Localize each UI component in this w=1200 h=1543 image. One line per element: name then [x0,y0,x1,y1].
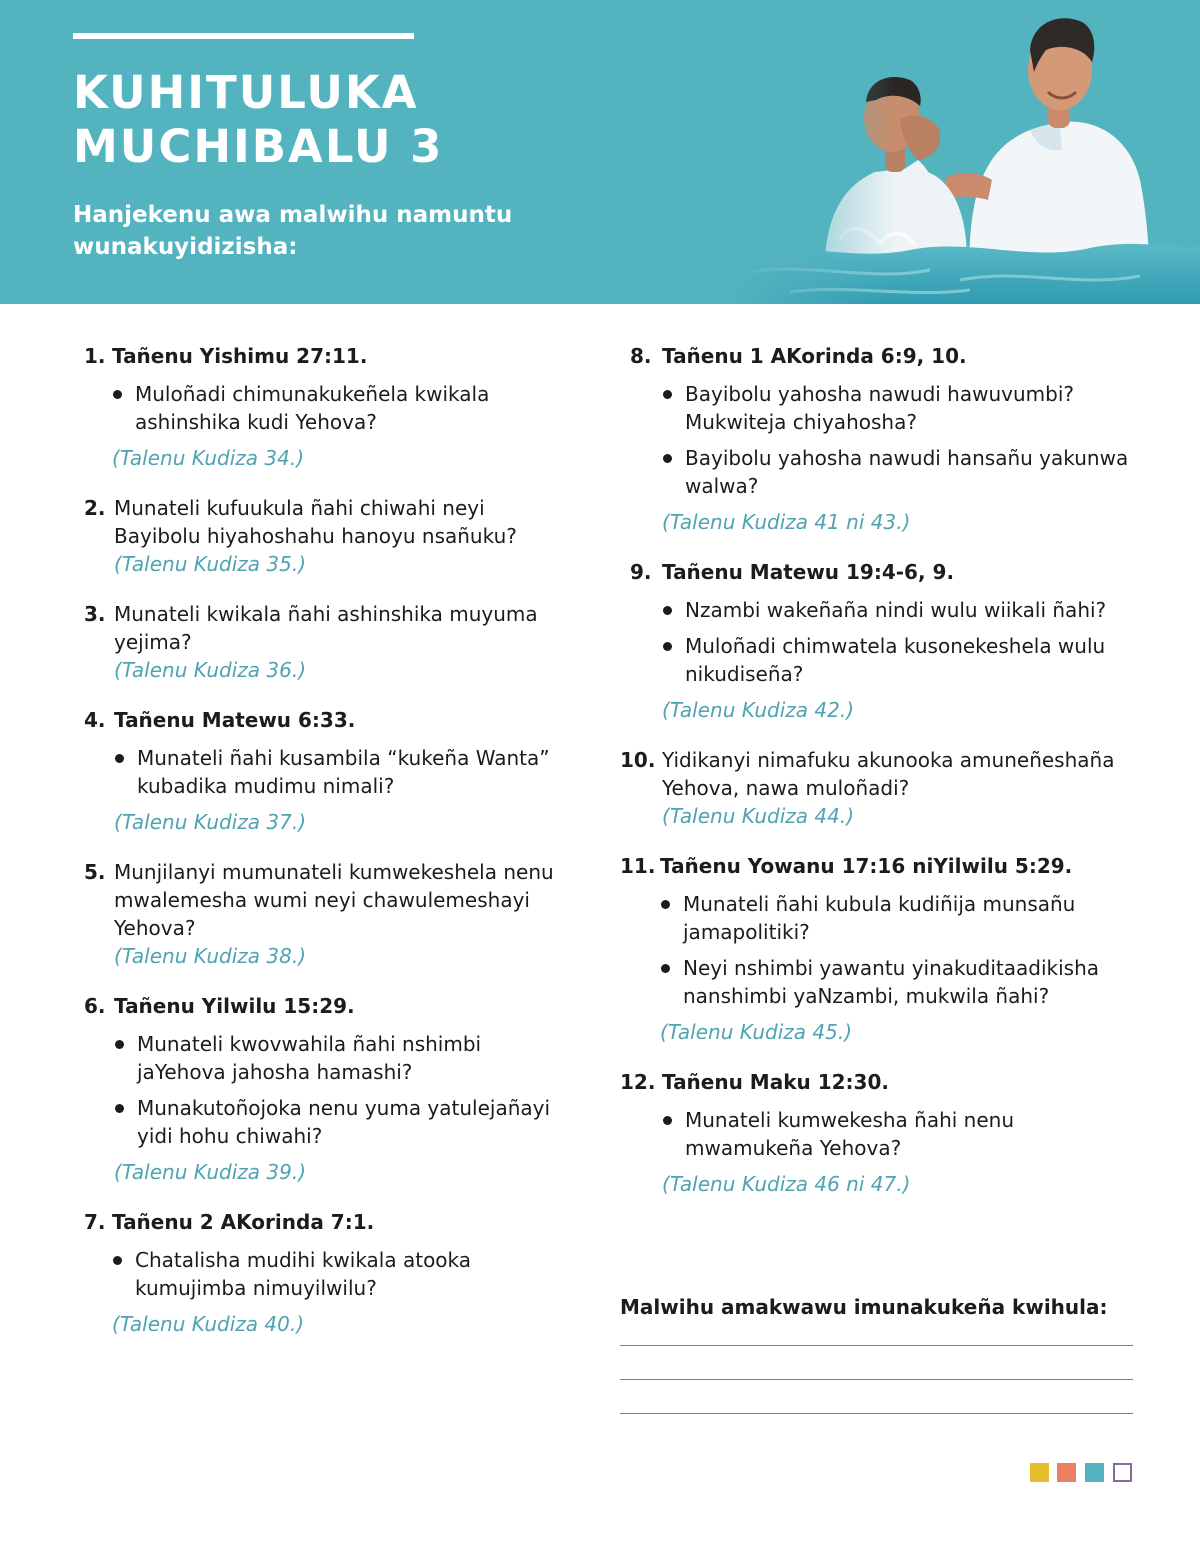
question-number: 4. [84,708,106,732]
study-reference: (Talenu Kudiza 41 ni 43.) [662,510,911,534]
question-text: Munateli kufuukula ñahi chiwahi neyi Bayibolu hiyahoshahu hanoyu nsañuku? [114,496,517,548]
questions-column-right [620,342,1135,1198]
question-heading: Tañenu Yowanu 17:16 niYilwilu 5:29. [660,854,1073,878]
study-reference: (Talenu Kudiza 36.) [114,658,306,682]
note-line[interactable] [620,1413,1133,1414]
study-reference-text: Talenu Kudiza 45. [667,1020,845,1044]
bullet-item: Muloñadi chimunakukeñela kwikala ashinshika kudi Yehova? [112,380,564,436]
bullet-list [662,596,1135,688]
question-number: 5. [84,860,106,884]
note-line[interactable] [620,1345,1133,1346]
bullet-list [662,1106,1135,1162]
bullet-item: Bayibolu yahosha nawudi hansañu yakunwa walwa? [662,444,1135,500]
question-heading: Tañenu Yilwilu 15:29. [114,994,355,1018]
question-number: 9. [630,560,652,584]
purple-outline-square-decoration [1113,1463,1132,1482]
question-heading: Tañenu 1 AKorinda 6:9, 10. [662,344,967,368]
question-11 [620,852,1135,1046]
yellow-square-decoration [1030,1463,1049,1482]
header-banner [0,0,1200,304]
question-1 [84,342,564,472]
question-5 [84,858,564,970]
bullet-list [114,744,564,800]
study-reference: (Talenu Kudiza 38.) [114,944,306,968]
question-4 [84,706,564,836]
bullet-list [114,1030,564,1150]
study-reference: (Talenu Kudiza 40.) [112,1312,304,1336]
study-reference: (Talenu Kudiza 45.) [660,1020,852,1044]
question-text: Munateli kwikala ñahi ashinshika muyuma yejima? [114,602,538,654]
bullet-item: Munateli ñahi kusambila “kukeña Wanta” kubadika mudimu nimali? [114,744,564,800]
question-number: 2. [84,496,106,520]
study-reference-text: Talenu Kudiza 46 ni 47. [669,1172,903,1196]
study-reference-text: Talenu Kudiza 38. [121,944,299,968]
header-rule [73,33,414,39]
study-reference: (Talenu Kudiza 35.) [114,552,306,576]
bullet-list [660,890,1135,1010]
question-3 [84,600,564,684]
study-reference: (Talenu Kudiza 44.) [662,804,854,828]
question-12 [620,1068,1135,1198]
question-number: 6. [84,994,106,1018]
question-8 [620,342,1135,536]
bullet-item: Neyi nshimbi yawantu yinakuditaadikisha nanshimbi yaNzambi, mukwila ñahi? [660,954,1135,1010]
question-number: 10. [620,748,656,772]
question-number: 7. [84,1210,106,1234]
question-heading: Tañenu Matewu 6:33. [114,708,356,732]
study-reference-text: Talenu Kudiza 44. [669,804,847,828]
question-number: 8. [630,344,652,368]
page-title-line-2: MUCHIBALU 3 [73,120,444,173]
question-2 [84,494,564,578]
question-number: 3. [84,602,106,626]
study-reference: (Talenu Kudiza 42.) [662,698,854,722]
bullet-item: Chatalisha mudihi kwikala atooka kumujimba nimuyilwilu? [112,1246,564,1302]
study-reference-text: Talenu Kudiza 39. [121,1160,299,1184]
study-reference: (Talenu Kudiza 46 ni 47.) [662,1172,911,1196]
teal-square-decoration [1085,1463,1104,1482]
bullet-item: Munateli kumwekesha ñahi nenu mwamukeña Yehova? [662,1106,1135,1162]
study-reference-text: Talenu Kudiza 40. [119,1312,297,1336]
study-reference-text: Talenu Kudiza 41 ni 43. [669,510,903,534]
question-heading: Tañenu Yishimu 27:11. [112,344,368,368]
study-reference-text: Talenu Kudiza 34. [119,446,297,470]
bullet-item: Bayibolu yahosha nawudi hawuvumbi? Mukwiteja chiyahosha? [662,380,1135,436]
study-reference: (Talenu Kudiza 39.) [114,1160,306,1184]
question-number: 12. [620,1070,656,1094]
bullet-list [112,380,564,436]
question-heading: Tañenu Maku 12:30. [662,1070,889,1094]
note-line[interactable] [620,1379,1133,1380]
bullet-item: Munateli kwovwahila ñahi nshimbi jaYehova jahosha hamashi? [114,1030,564,1086]
question-heading: Tañenu Matewu 19:4-6, 9. [662,560,955,584]
notes-label: Malwihu amakwawu imunakukeña kwihula: [620,1295,1108,1319]
question-7 [84,1208,564,1338]
question-heading: Tañenu 2 AKorinda 7:1. [112,1210,375,1234]
study-reference-text: Talenu Kudiza 42. [669,698,847,722]
question-9 [620,558,1135,724]
bullet-item: Muloñadi chimwatela kusonekeshela wulu nikudiseña? [662,632,1135,688]
page-subtitle: Hanjekenu awa malwihu namuntu wunakuyidizisha: [73,202,513,260]
baptism-illustration [730,0,1200,304]
bullet-item: Munakutoñojoka nenu yuma yatulejañayi yidi hohu chiwahi? [114,1094,564,1150]
question-number: 1. [84,344,106,368]
page-title [73,66,443,174]
bullet-item: Munateli ñahi kubula kudiñija munsañu jamapolitiki? [660,890,1135,946]
bullet-list [662,380,1135,500]
study-reference-text: Talenu Kudiza 35. [121,552,299,576]
question-text: Munjilanyi mumunateli kumwekeshela nenu mwalemesha wumi neyi chawulemeshayi Yehova? [114,860,554,940]
page-title-line-1: KUHITULUKA [73,66,419,119]
question-text: Yidikanyi nimafuku akunooka amuneñeshaña Yehova, nawa muloñadi? [662,748,1115,800]
study-reference-text: Talenu Kudiza 36. [121,658,299,682]
question-number: 11. [620,854,656,878]
study-reference-text: Talenu Kudiza 37. [121,810,299,834]
question-10 [620,746,1135,830]
study-reference: (Talenu Kudiza 37.) [114,810,306,834]
bullet-item: Nzambi wakeñaña nindi wulu wiikali ñahi? [662,596,1135,624]
study-reference: (Talenu Kudiza 34.) [112,446,304,470]
question-6 [84,992,564,1186]
bullet-list [112,1246,564,1302]
questions-column-left [84,342,564,1338]
orange-square-decoration [1057,1463,1076,1482]
